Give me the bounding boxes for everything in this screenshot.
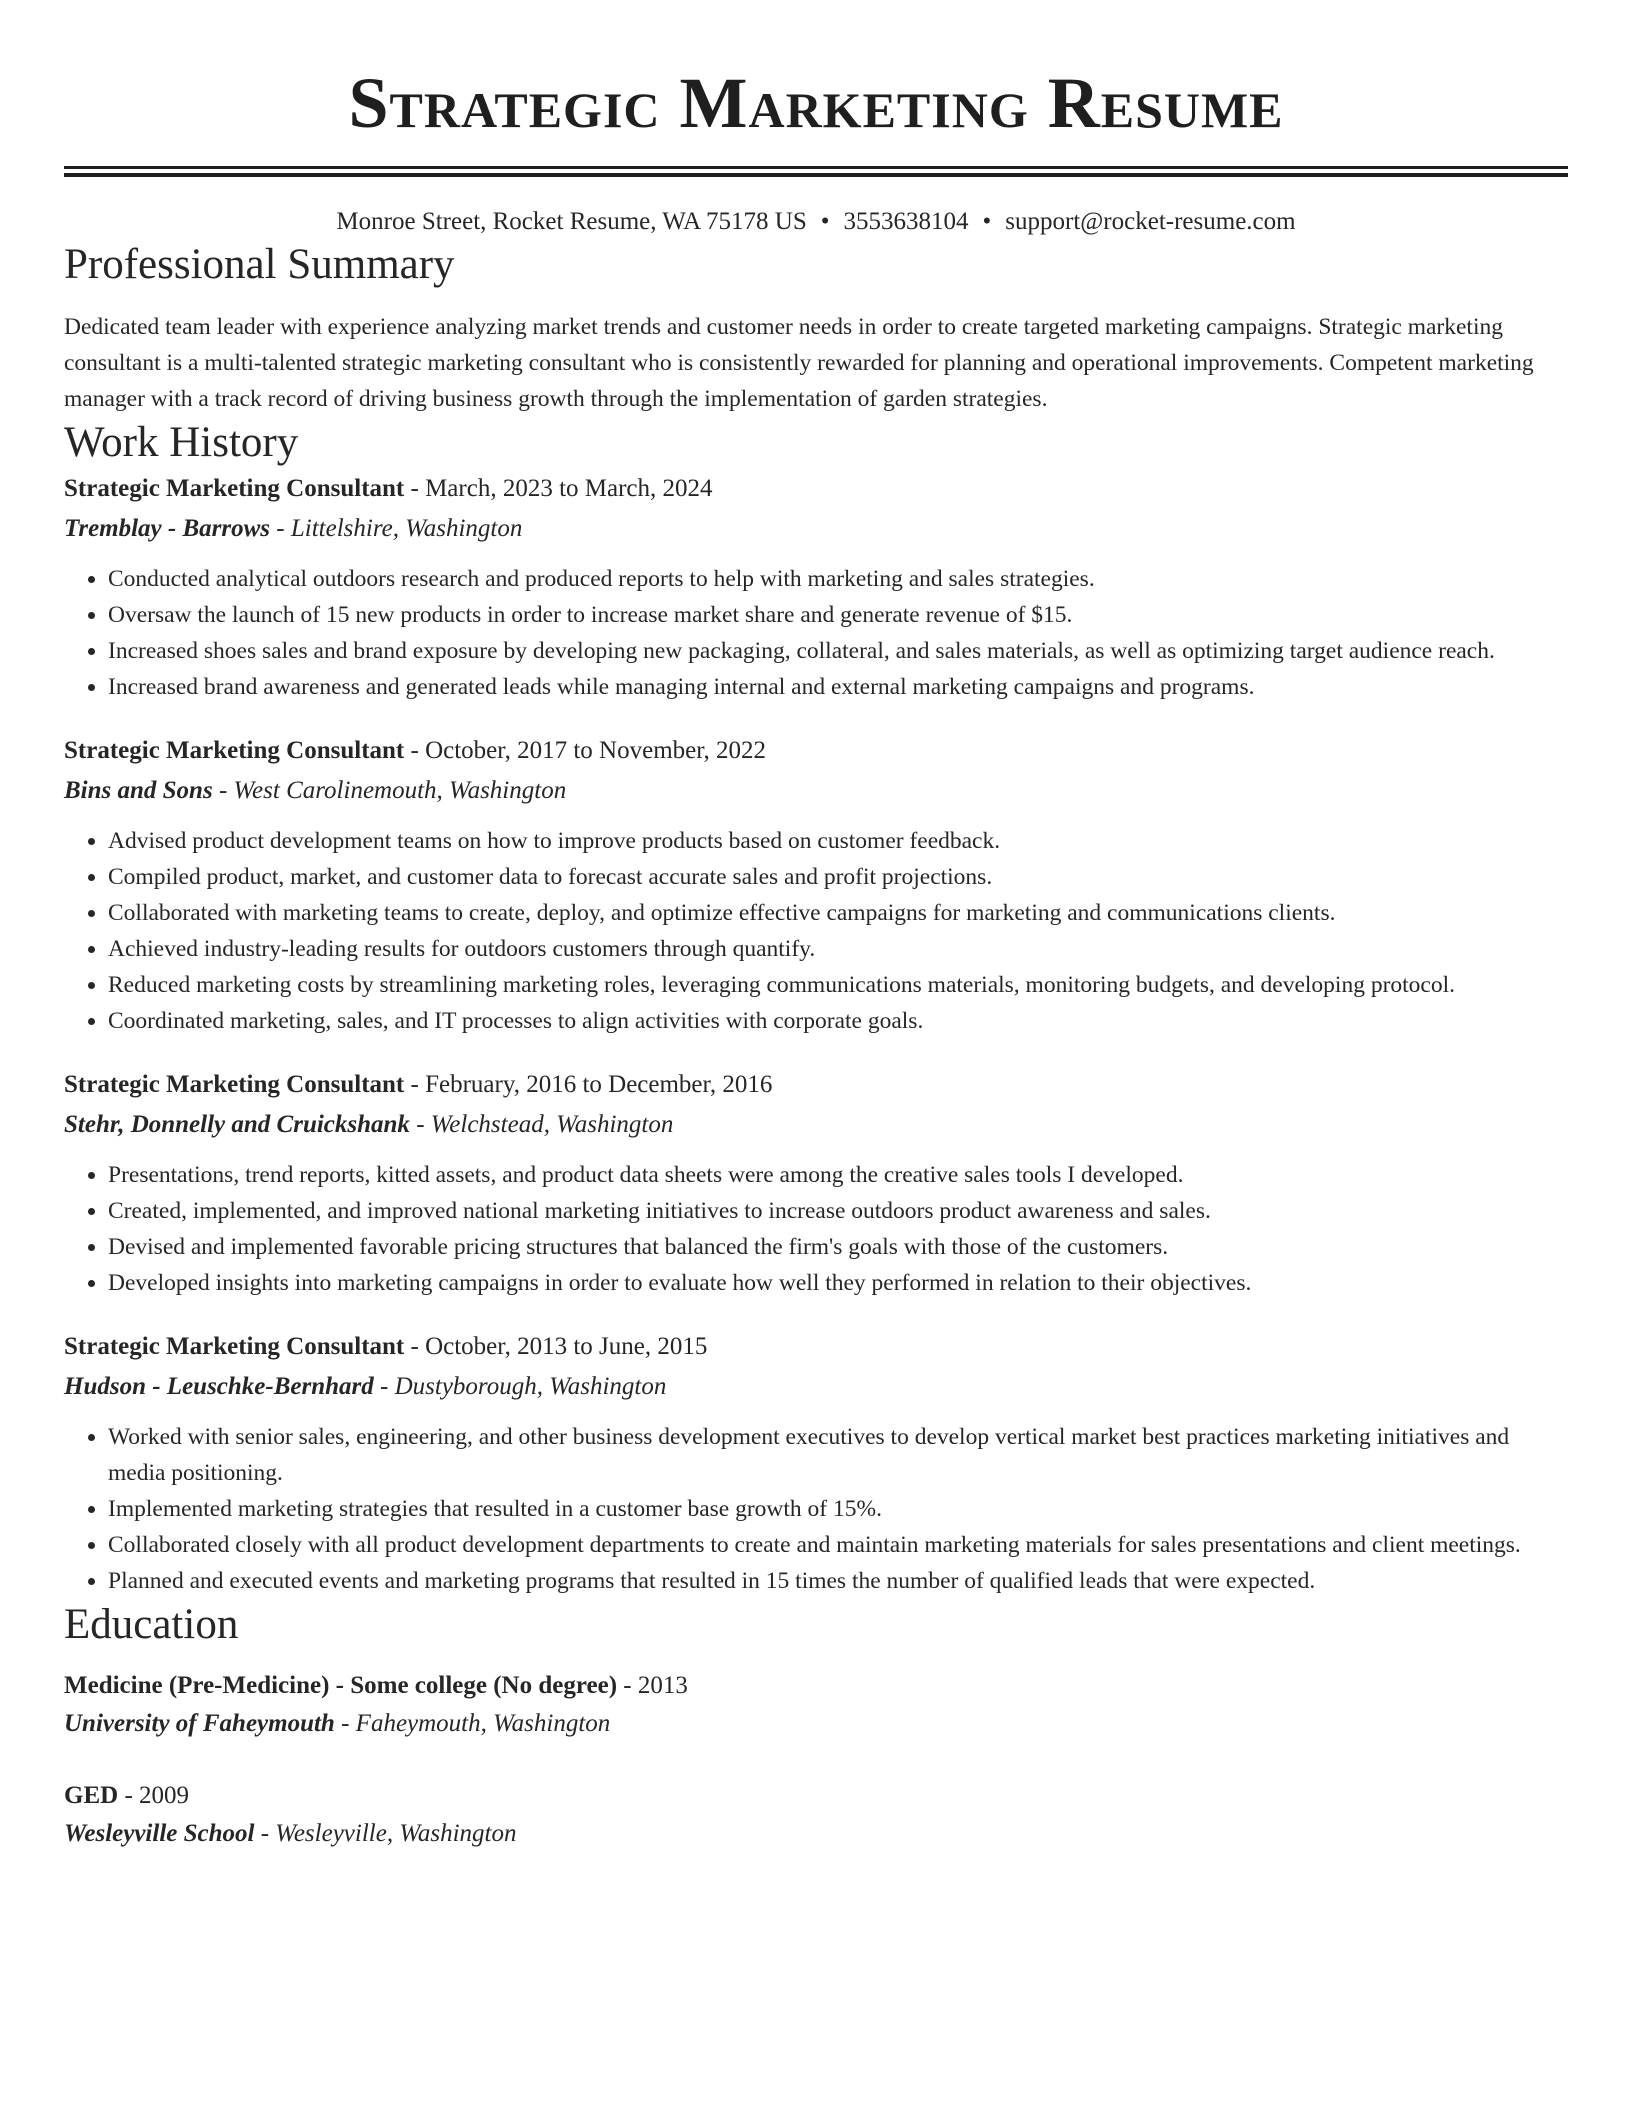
list-item: • Coordinated marketing, sales, and IT processes to align activities with corporate goals. <box>108 1003 1568 1039</box>
list-item: • Increased shoes sales and brand exposure by developing new packaging, collateral, and sales materials, as well as optimizing target audience reach. <box>108 633 1568 669</box>
contact-separator: • <box>982 208 992 235</box>
job-dates: - October, 2013 to June, 2015 <box>404 1333 708 1360</box>
education-school-line <box>64 1815 1568 1853</box>
list-item: • Collaborated closely with all product development departments to create and maintain marketing materials for sales presentations and client meetings. <box>108 1527 1568 1563</box>
list-item: • Devised and implemented favorable pricing structures that balanced the firm's goals with those of the customers. <box>108 1229 1568 1265</box>
job-bullet-list <box>64 1157 1568 1301</box>
list-item: • Created, implemented, and improved national marketing initiatives to increase outdoors product awareness and sales. <box>108 1193 1568 1229</box>
contact-address: Monroe Street, Rocket Resume, WA 75178 US <box>336 208 807 235</box>
job-location: - Welchstead, Washington <box>409 1111 674 1138</box>
job-title-line <box>64 1065 1568 1105</box>
job-company-line <box>64 1105 1568 1145</box>
list-item: • Collaborated with marketing teams to create, deploy, and optimize effective campaigns for marketing and communications clients. <box>108 895 1568 931</box>
education-heading: Education <box>64 1601 239 1648</box>
list-item: • Worked with senior sales, engineering, and other business development executives to develop vertical market best practices marketing initiatives and media positioning. <box>108 1419 1568 1491</box>
education-year: - 2013 <box>617 1672 688 1699</box>
contact-separator: • <box>820 208 830 235</box>
education-degree-line <box>64 1777 1568 1815</box>
job-role: Strategic Marketing Consultant <box>64 1333 405 1360</box>
page-title: Strategic Marketing Resume <box>348 63 1284 143</box>
list-item: • Presentations, trend reports, kitted assets, and product data sheets were among the creative sales tools I developed. <box>108 1157 1568 1193</box>
job-company-line <box>64 1367 1568 1407</box>
job-entry <box>64 469 1568 705</box>
contact-phone: 3553638104 <box>843 208 969 235</box>
job-company-line <box>64 509 1568 549</box>
job-bullet-list <box>64 1419 1568 1599</box>
education-school: Wesleyville School <box>64 1820 255 1847</box>
summary-text: Dedicated team leader with experience analyzing market trends and customer needs in order to create targeted marketing campaigns. Strategic marketing consultant is a multi-talented strategic marketing consultant who is consistently rewarded for planning and operational improvements. Competent marketing manager with a track record of driving business growth through the implementation of garden strategies. <box>64 314 1534 412</box>
education-year: - 2009 <box>118 1782 190 1809</box>
list-item: • Implemented marketing strategies that resulted in a customer base growth of 15%. <box>108 1491 1568 1527</box>
education-list <box>64 1667 1568 1853</box>
education-entry <box>64 1667 1568 1743</box>
list-item: • Developed insights into marketing campaigns in order to evaluate how well they performed in relation to their objectives. <box>108 1265 1568 1301</box>
job-company: Stehr, Donnelly and Cruickshank <box>64 1111 410 1138</box>
job-title-line <box>64 469 1568 509</box>
education-entry <box>64 1777 1568 1853</box>
job-entry <box>64 731 1568 1039</box>
contact-line <box>64 205 1568 239</box>
job-role: Strategic Marketing Consultant <box>64 737 405 764</box>
job-company: Bins and Sons <box>64 777 213 804</box>
job-location: - Dustyborough, Washington <box>373 1373 667 1400</box>
job-title-line <box>64 731 1568 771</box>
job-role: Strategic Marketing Consultant <box>64 1071 405 1098</box>
contact-email[interactable]: support@rocket-resume.com <box>1005 208 1296 235</box>
list-item: • Compiled product, market, and customer data to forecast accurate sales and profit projections. <box>108 859 1568 895</box>
job-bullet-list <box>64 823 1568 1039</box>
list-item: • Conducted analytical outdoors research and produced reports to help with marketing and sales strategies. <box>108 561 1568 597</box>
job-company: Hudson - Leuschke-Bernhard <box>64 1373 374 1400</box>
job-location: - West Carolinemouth, Washington <box>212 777 567 804</box>
job-role: Strategic Marketing Consultant <box>64 475 405 502</box>
job-dates: - March, 2023 to March, 2024 <box>404 475 713 502</box>
job-location: - Littelshire, Washington <box>270 515 523 542</box>
list-item: • Reduced marketing costs by streamlining marketing roles, leveraging communications materials, monitoring budgets, and developing protocol. <box>108 967 1568 1003</box>
job-entry <box>64 1327 1568 1599</box>
work-history-list <box>64 469 1568 1599</box>
job-entry <box>64 1065 1568 1301</box>
education-degree-line <box>64 1667 1568 1705</box>
list-item: • Oversaw the launch of 15 new products in order to increase market share and generate revenue of $15. <box>108 597 1568 633</box>
list-item: • Achieved industry-leading results for outdoors customers through quantify. <box>108 931 1568 967</box>
job-dates: - February, 2016 to December, 2016 <box>404 1071 773 1098</box>
education-degree: Medicine (Pre-Medicine) - Some college (No degree) <box>64 1672 618 1699</box>
education-location: - Wesleyville, Washington <box>254 1820 517 1847</box>
summary-heading: Professional Summary <box>64 241 455 288</box>
title-divider <box>64 166 1568 177</box>
education-school-line <box>64 1705 1568 1743</box>
job-dates: - October, 2017 to November, 2022 <box>404 737 767 764</box>
job-bullet-list <box>64 561 1568 705</box>
education-location: - Faheymouth, Washington <box>334 1710 611 1737</box>
education-school: University of Faheymouth <box>64 1710 335 1737</box>
list-item: • Increased brand awareness and generated leads while managing internal and external marketing campaigns and programs. <box>108 669 1568 705</box>
job-company: Tremblay - Barrows <box>64 515 271 542</box>
work-history-heading: Work History <box>64 419 299 466</box>
job-company-line <box>64 771 1568 811</box>
job-title-line <box>64 1327 1568 1367</box>
list-item: • Advised product development teams on how to improve products based on customer feedback. <box>108 823 1568 859</box>
education-degree: GED <box>64 1782 119 1809</box>
list-item: • Planned and executed events and marketing programs that resulted in 15 times the number of qualified leads that were expected. <box>108 1563 1568 1599</box>
